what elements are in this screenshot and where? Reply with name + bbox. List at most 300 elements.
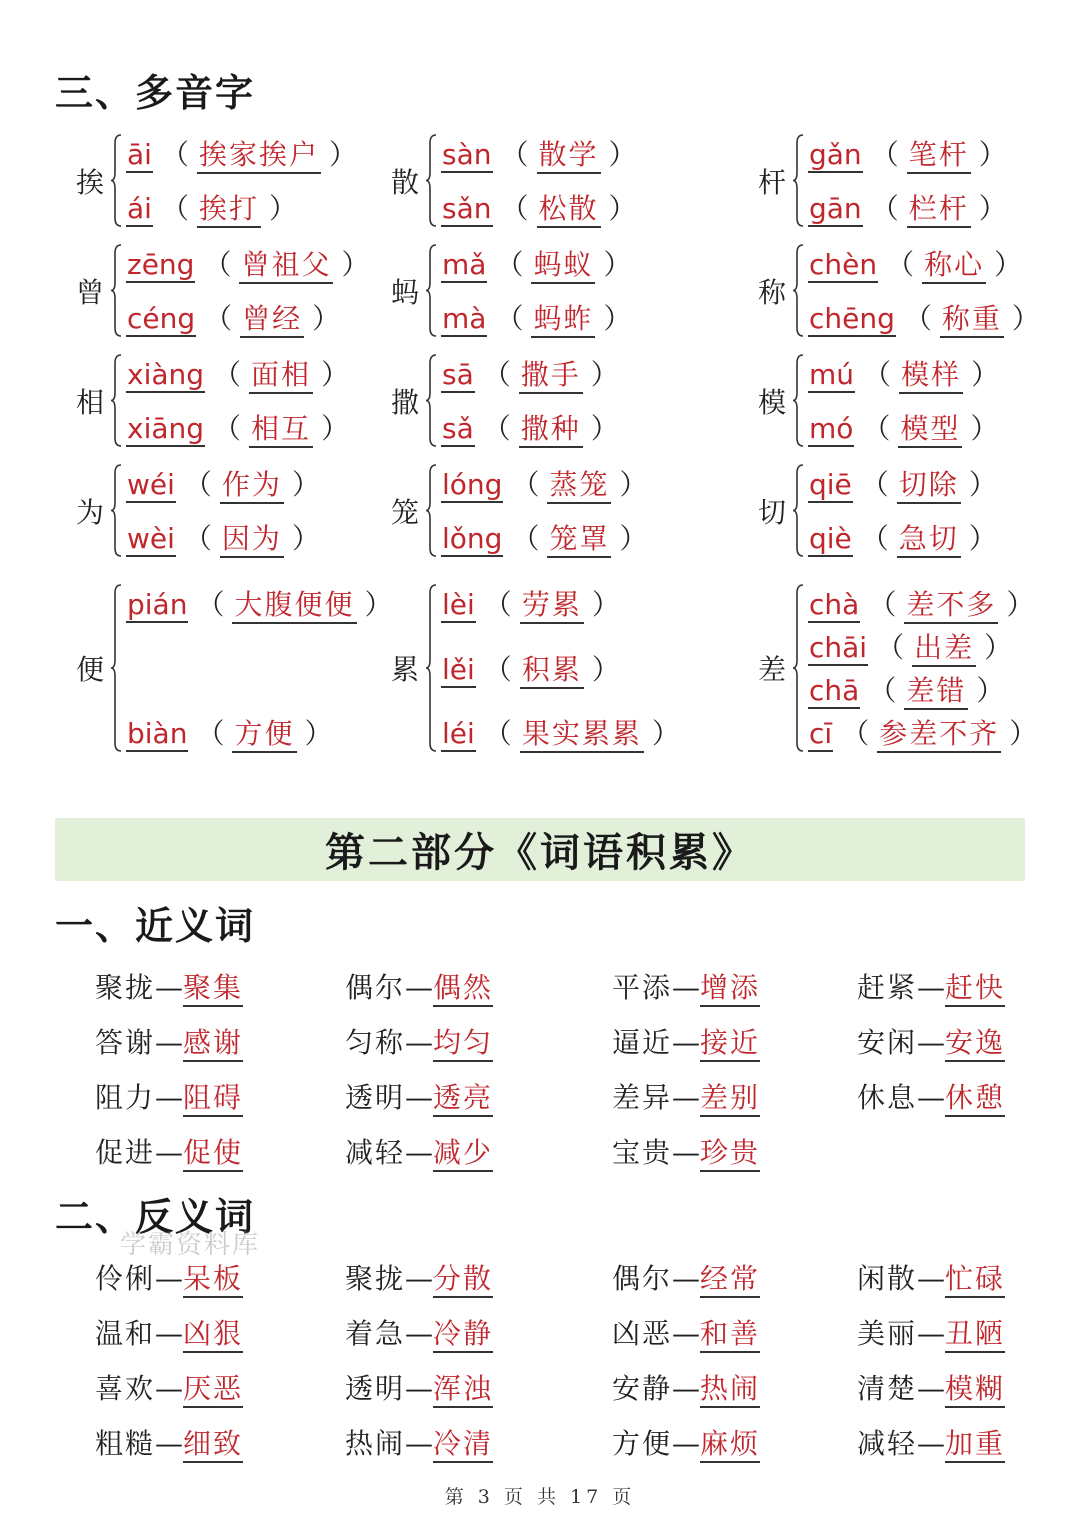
word-answer: 安逸 [945, 1026, 1005, 1062]
paren-open: （ [482, 412, 511, 445]
polyphonic-group [752, 463, 1005, 558]
word-given: 匀称 [345, 1026, 406, 1059]
paren-open: （ [870, 138, 899, 171]
reading-line [808, 712, 1045, 753]
pinyin: chèn [809, 248, 878, 281]
example-word: 蚂蚱 [531, 302, 595, 338]
reading-line [808, 517, 1005, 558]
word-answer: 聚集 [183, 971, 243, 1007]
pinyin: lóng [442, 468, 503, 501]
word-given: 差异 [612, 1081, 673, 1114]
paren-close: ） [1006, 588, 1035, 621]
brace-icon [425, 583, 437, 753]
reading-line [808, 626, 1045, 667]
reading-line [441, 517, 655, 558]
synonym-pair [345, 1131, 493, 1172]
example-word: 大腹便便 [232, 588, 356, 624]
pinyin: xiàng [127, 358, 205, 391]
antonym-pair [95, 1367, 243, 1408]
pinyin: sā [442, 358, 474, 391]
paren-open: （ [841, 717, 870, 750]
polyphonic-char: 撒 [390, 385, 419, 419]
word-given: 透明 [345, 1372, 406, 1405]
polyphonic-char: 相 [75, 385, 104, 419]
synonym-pair [857, 1076, 1005, 1117]
paren-close: ） [970, 412, 999, 445]
example-word: 挨家挨户 [197, 138, 321, 174]
polyphonic-group [70, 243, 378, 338]
reading-line [126, 243, 378, 284]
polyphonic-char: 模 [757, 385, 786, 419]
pinyin: qiē [809, 468, 852, 501]
polyphonic-char: 蚂 [390, 275, 419, 309]
dash: — [405, 1262, 434, 1295]
pinyin: mú [809, 358, 855, 391]
word-given: 伶俐 [95, 1262, 156, 1295]
word-given: 休息 [857, 1081, 918, 1114]
paren-open: （ [500, 138, 529, 171]
word-answer: 增添 [700, 971, 760, 1007]
part-banner [55, 818, 1025, 881]
dash: — [405, 1317, 434, 1350]
word-answer: 模糊 [945, 1372, 1005, 1408]
polyphonic-char: 挨 [75, 165, 104, 199]
brace-icon [425, 133, 437, 228]
dash: — [672, 1372, 701, 1405]
pinyin: xiāng [127, 412, 205, 445]
reading-line [126, 133, 365, 174]
pinyin: zēng [127, 248, 195, 281]
paren-open: （ [483, 652, 512, 686]
paren-close: ） [619, 468, 648, 501]
antonym-pair [612, 1257, 760, 1298]
dash: — [672, 1026, 701, 1059]
dash: — [405, 1081, 434, 1114]
pinyin: wéi [127, 468, 175, 501]
paren-open: （ [511, 468, 540, 501]
dash: — [155, 1026, 184, 1059]
brace-icon [110, 243, 122, 338]
word-given: 宝贵 [612, 1136, 673, 1169]
polyphonic-group [752, 353, 1007, 448]
example-word: 模样 [899, 358, 963, 394]
pinyin: qiè [809, 522, 852, 555]
pinyin: gǎn [809, 138, 862, 171]
word-given: 喜欢 [95, 1372, 156, 1405]
paren-open: （ [886, 248, 915, 281]
brace-icon [792, 583, 804, 753]
antonym-pair [95, 1312, 243, 1353]
antonym-pair [612, 1422, 760, 1463]
dash: — [917, 971, 946, 1004]
paren-close: ） [364, 588, 393, 621]
reading-line [441, 648, 688, 689]
pinyin: biàn [127, 717, 188, 750]
reading-line [441, 583, 688, 624]
pinyin: lèi [442, 588, 475, 621]
dash: — [917, 1317, 946, 1350]
section-title-antonyms: 二、反义词 [55, 1194, 256, 1239]
paren-close: ） [328, 138, 357, 171]
paren-open: （ [160, 138, 189, 171]
example-word: 撒种 [519, 412, 583, 448]
word-given: 清楚 [857, 1372, 918, 1405]
synonym-pair [95, 966, 243, 1007]
paren-close: ） [978, 192, 1007, 225]
dash: — [917, 1372, 946, 1405]
pinyin: sǎ [442, 412, 474, 445]
synonym-pair [612, 966, 760, 1007]
polyphonic-group [385, 133, 645, 228]
pinyin: pián [127, 588, 188, 621]
reading-line [441, 353, 627, 394]
paren-open: （ [511, 522, 540, 555]
paren-close: ） [1011, 302, 1040, 335]
example-word: 作为 [220, 468, 284, 504]
polyphonic-group [70, 463, 328, 558]
synonym-pair [345, 1021, 493, 1062]
synonym-pair [345, 966, 493, 1007]
example-word: 差错 [904, 674, 968, 710]
paren-close: ） [312, 302, 341, 335]
word-answer: 差别 [700, 1081, 760, 1117]
brace-icon [792, 133, 804, 228]
paren-open: （ [483, 588, 512, 621]
paren-open: （ [495, 248, 524, 281]
example-word: 因为 [220, 522, 284, 558]
paren-open: （ [183, 522, 212, 555]
example-word: 称重 [940, 302, 1004, 338]
pinyin: léi [442, 717, 475, 750]
word-answer: 偶然 [433, 971, 493, 1007]
reading-line [808, 187, 1015, 228]
word-answer: 和善 [700, 1317, 760, 1353]
dash: — [917, 1427, 946, 1460]
reading-line [441, 463, 655, 504]
word-answer: 阻碍 [183, 1081, 243, 1117]
synonym-pair [857, 1021, 1005, 1062]
word-answer: 加重 [945, 1427, 1005, 1463]
polyphonic-group [385, 463, 655, 558]
dash: — [155, 1317, 184, 1350]
word-answer: 细致 [183, 1427, 243, 1463]
pinyin: mà [442, 302, 487, 335]
word-given: 减轻 [345, 1136, 406, 1169]
word-given: 温和 [95, 1317, 156, 1350]
pinyin: āi [127, 138, 152, 171]
paren-close: ） [968, 468, 997, 501]
paren-close: ） [608, 192, 637, 225]
dash: — [155, 1262, 184, 1295]
brace-icon [792, 353, 804, 448]
example-word: 积累 [520, 653, 584, 689]
brace-icon [425, 353, 437, 448]
dash: — [672, 1081, 701, 1114]
dash: — [405, 971, 434, 1004]
polyphonic-char: 累 [390, 653, 419, 686]
paren-open: （ [903, 302, 932, 335]
paren-close: ） [268, 192, 297, 225]
polyphonic-group [385, 243, 639, 338]
antonym-pair [857, 1422, 1005, 1463]
word-given: 平添 [612, 971, 673, 1004]
paren-open: （ [500, 192, 529, 225]
synonym-pair [95, 1131, 243, 1172]
word-given: 偶尔 [612, 1262, 673, 1295]
example-word: 果实累累 [520, 717, 644, 753]
word-answer: 促使 [183, 1136, 243, 1172]
word-given: 安静 [612, 1372, 673, 1405]
example-word: 栏杆 [907, 192, 971, 228]
dash: — [155, 971, 184, 1004]
word-answer: 忙碌 [945, 1262, 1005, 1298]
paren-open: （ [482, 358, 511, 391]
dash: — [917, 1081, 946, 1114]
reading-line [126, 407, 357, 448]
brace-icon [110, 353, 122, 448]
paren-close: ） [341, 248, 370, 281]
pinyin: sàn [442, 138, 492, 171]
dash: — [672, 1136, 701, 1169]
paren-open: （ [196, 588, 225, 621]
brace-icon [110, 583, 122, 753]
brace-icon [792, 243, 804, 338]
dash: — [155, 1136, 184, 1169]
paren-close: ） [321, 412, 350, 445]
paren-open: （ [213, 358, 242, 391]
reading-line [441, 187, 645, 228]
polyphonic-char: 称 [757, 275, 786, 309]
paren-close: ） [291, 522, 320, 555]
synonym-pair [612, 1131, 760, 1172]
dash: — [405, 1026, 434, 1059]
antonym-pair [857, 1257, 1005, 1298]
paren-close: ） [321, 358, 350, 391]
paren-close: ） [968, 522, 997, 555]
polyphonic-group [70, 133, 365, 228]
dash: — [917, 1262, 946, 1295]
dash: — [155, 1372, 184, 1405]
word-answer: 经常 [700, 1262, 760, 1298]
paren-close: ） [994, 248, 1023, 281]
polyphonic-group [752, 133, 1015, 228]
dash: — [155, 1427, 184, 1460]
page-footer: 第 3 页 共 17 页 [444, 1486, 636, 1508]
polyphonic-char: 曾 [75, 275, 104, 309]
word-given: 聚拢 [345, 1262, 406, 1295]
word-given: 美丽 [857, 1317, 918, 1350]
polyphonic-group [70, 583, 401, 753]
pinyin: mǎ [442, 248, 487, 281]
paren-open: （ [204, 302, 233, 335]
word-answer: 热闹 [700, 1372, 760, 1408]
paren-close: ） [619, 522, 648, 555]
brace-icon [425, 463, 437, 558]
pinyin: ái [127, 192, 152, 225]
pinyin: lǒng [442, 522, 503, 555]
paren-open: （ [196, 717, 225, 750]
example-word: 方便 [232, 717, 296, 753]
word-answer: 分散 [433, 1262, 493, 1298]
polyphonic-group [752, 583, 1045, 753]
word-given: 热闹 [345, 1427, 406, 1460]
pinyin: mó [809, 412, 854, 445]
example-word: 面相 [249, 358, 313, 394]
reading-line [126, 297, 378, 338]
paren-close: ） [971, 358, 1000, 391]
pinyin: gān [809, 192, 862, 225]
word-answer: 浑浊 [433, 1372, 493, 1408]
paren-open: （ [863, 358, 892, 391]
word-answer: 休憩 [945, 1081, 1005, 1117]
example-word: 松散 [537, 192, 601, 228]
reading-line [808, 463, 1005, 504]
dash: — [155, 1081, 184, 1114]
synonym-pair [612, 1021, 760, 1062]
antonym-pair [345, 1422, 493, 1463]
section-title-synonyms: 一、近义词 [55, 903, 256, 948]
reading-line [126, 187, 365, 228]
word-given: 方便 [612, 1427, 673, 1460]
example-word: 散学 [537, 138, 601, 174]
pinyin: sǎn [442, 192, 492, 225]
reading-line [808, 243, 1048, 284]
antonym-pair [95, 1257, 243, 1298]
antonym-pair [612, 1367, 760, 1408]
dash: — [672, 1427, 701, 1460]
polyphonic-char: 笼 [390, 495, 419, 529]
paren-open: （ [870, 192, 899, 225]
example-word: 相互 [249, 412, 313, 448]
word-answer: 减少 [433, 1136, 493, 1172]
paren-close: ） [608, 138, 637, 171]
example-word: 曾祖父 [239, 248, 333, 284]
word-given: 着急 [345, 1317, 406, 1350]
paren-open: （ [876, 631, 905, 664]
polyphonic-char: 差 [757, 653, 786, 686]
word-given: 偶尔 [345, 971, 406, 1004]
pinyin: wèi [127, 522, 175, 555]
polyphonic-char: 便 [75, 653, 104, 686]
paren-open: （ [213, 412, 242, 445]
polyphonic-char: 散 [390, 165, 419, 199]
reading-line [126, 353, 357, 394]
dash: — [672, 1262, 701, 1295]
paren-open: （ [203, 248, 232, 281]
word-given: 赶紧 [857, 971, 918, 1004]
paren-open: （ [860, 522, 889, 555]
brace-icon [110, 133, 122, 228]
pinyin: lěi [442, 652, 475, 686]
polyphonic-char: 切 [757, 495, 786, 529]
pinyin: chāi [809, 631, 868, 664]
antonym-pair [345, 1257, 493, 1298]
example-word: 切除 [897, 468, 961, 504]
paren-open: （ [183, 468, 212, 501]
polyphonic-group [70, 353, 357, 448]
reading-line [441, 407, 627, 448]
synonym-pair [345, 1076, 493, 1117]
polyphonic-char: 杆 [757, 165, 786, 199]
reading-line [808, 297, 1048, 338]
word-answer: 麻烦 [700, 1427, 760, 1463]
reading-line [126, 583, 401, 624]
pinyin: chēng [809, 302, 895, 335]
reading-line [126, 463, 328, 504]
reading-line [126, 517, 328, 558]
word-given: 聚拢 [95, 971, 156, 1004]
example-word: 称心 [922, 248, 986, 284]
paren-close: ） [304, 717, 333, 750]
paren-close: ） [591, 652, 620, 686]
section-title-polyphonic: 三、多音字 [55, 70, 256, 115]
paren-close: ） [591, 588, 620, 621]
synonym-pair [95, 1021, 243, 1062]
reading-line [441, 712, 688, 753]
example-word: 笔杆 [907, 138, 971, 174]
polyphonic-char: 为 [75, 495, 104, 529]
paren-close: ） [651, 717, 680, 750]
dash: — [672, 971, 701, 1004]
pinyin: céng [127, 302, 196, 335]
example-word: 急切 [897, 522, 961, 558]
word-answer: 冷清 [433, 1427, 493, 1463]
brace-icon [425, 243, 437, 338]
paren-open: （ [483, 717, 512, 750]
word-answer: 赶快 [945, 971, 1005, 1007]
example-word: 撒手 [519, 358, 583, 394]
antonym-pair [612, 1312, 760, 1353]
word-answer: 呆板 [183, 1262, 243, 1298]
antonym-pair [345, 1367, 493, 1408]
paren-close: ） [976, 674, 1005, 707]
dash: — [405, 1427, 434, 1460]
example-word: 出差 [912, 631, 976, 667]
word-given: 安闲 [857, 1026, 918, 1059]
example-word: 参差不齐 [877, 717, 1001, 753]
word-answer: 珍贵 [700, 1136, 760, 1172]
example-word: 曾经 [240, 302, 304, 338]
antonym-pair [95, 1422, 243, 1463]
word-given: 阻力 [95, 1081, 156, 1114]
paren-close: ） [603, 302, 632, 335]
polyphonic-group [752, 243, 1048, 338]
example-word: 蚂蚁 [531, 248, 595, 284]
paren-open: （ [862, 412, 891, 445]
synonym-pair [95, 1076, 243, 1117]
dash: — [672, 1317, 701, 1350]
example-word: 笼罩 [547, 522, 611, 558]
reading-line [441, 297, 639, 338]
word-answer: 丑陋 [945, 1317, 1005, 1353]
paren-close: ） [590, 358, 619, 391]
reading-line [808, 353, 1007, 394]
example-word: 挨打 [197, 192, 261, 228]
paren-open: （ [495, 302, 524, 335]
paren-open: （ [868, 674, 897, 707]
word-given: 促进 [95, 1136, 156, 1169]
word-given: 凶恶 [612, 1317, 673, 1350]
example-word: 模型 [898, 412, 962, 448]
word-answer: 冷静 [433, 1317, 493, 1353]
reading-line [126, 712, 401, 753]
antonym-pair [345, 1312, 493, 1353]
paren-close: ） [1009, 717, 1038, 750]
dash: — [405, 1372, 434, 1405]
banner-title: 第二部分《词语积累》 [325, 829, 755, 876]
pinyin: cī [809, 717, 833, 750]
example-word: 蒸笼 [547, 468, 611, 504]
